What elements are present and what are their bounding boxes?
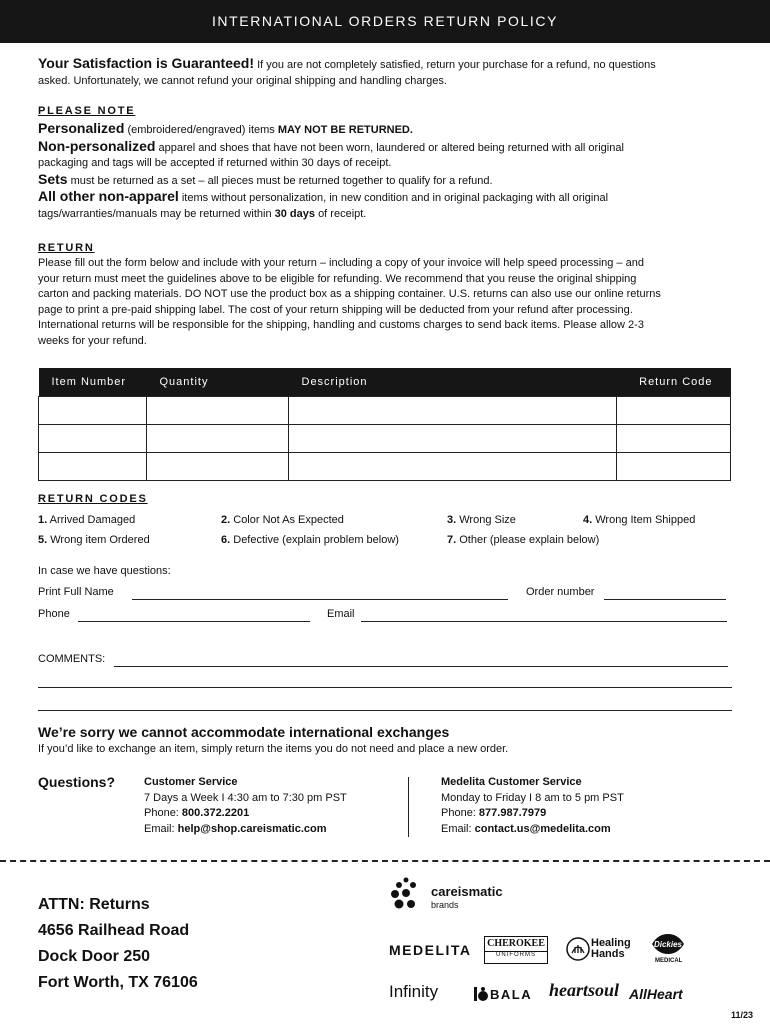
cell-input[interactable] [289, 453, 617, 481]
careismatic-dots-icon [389, 876, 429, 912]
comments-label: COMMENTS: [38, 653, 106, 665]
cell-input[interactable] [617, 453, 731, 481]
code-6: 6. Defective (explain problem below) [221, 534, 399, 546]
personalized-label: Personalized [38, 120, 125, 136]
return-line: International returns will be responsible for the shipping, handling and customs charges to send back items. Please allow 2-3 [38, 319, 644, 331]
cell-input[interactable] [39, 425, 147, 453]
divider [408, 777, 409, 837]
code-1: 1. Arrived Damaged [38, 514, 136, 526]
cs2-phone[interactable]: 877.987.7979 [478, 807, 547, 819]
dickies-sub: MEDICAL [655, 958, 683, 964]
cell-input[interactable] [617, 397, 731, 425]
return-heading: RETURN [38, 242, 95, 254]
cs1-hours: 7 Days a Week I 4:30 am to 7:30 pm PST [144, 791, 347, 804]
col-description: Description [289, 368, 617, 397]
healing-hands-logo: Healing Hands [591, 937, 631, 960]
email-field[interactable] [361, 609, 727, 622]
intro-section [38, 56, 738, 89]
cell-input[interactable] [617, 425, 731, 453]
return-line: carton and packing materials. DO NOT use the product box as a shipping container. U.S. returns can also use our online returns [38, 288, 661, 300]
order-number-field[interactable] [604, 587, 726, 600]
heartsoul-logo: heartsoul [549, 980, 620, 1000]
sets-text: must be returned as a set – all pieces must be returned together to qualify for a refund. [70, 174, 493, 187]
bala-icon [473, 986, 489, 1002]
careismatic-logo: careismatic [431, 884, 503, 899]
name-label: Print Full Name [38, 586, 114, 598]
code-2: 2. Color Not As Expected [221, 514, 344, 526]
customer-service-block: Customer Service 7 Days a Week I 4:30 am to 7:30 pm PST Phone: 800.372.2201 Email: help@shop.careismatic.com [144, 776, 347, 835]
revision-code: 11/23 [731, 1010, 754, 1020]
personalized-bold: MAY NOT BE RETURNED. [277, 124, 413, 136]
return-paragraph [38, 256, 738, 349]
healing-hands-icon [566, 937, 590, 961]
comments-field[interactable] [114, 654, 728, 667]
page-title: INTERNATIONAL ORDERS RETURN POLICY [211, 13, 559, 29]
comments-line[interactable] [38, 675, 732, 688]
other-text-2b: of receipt. [318, 207, 367, 220]
nonpersonalized-label: Non-personalized [38, 137, 156, 154]
exchange-text: If you’d like to exchange an item, simply return the items you do not need and place a new order. [38, 743, 509, 755]
code-7: 7. Other (please explain below) [447, 534, 600, 546]
personalized-text: (embroidered/engraved) items [127, 124, 275, 136]
cut-line [0, 860, 770, 862]
code-4: 4. Wrong Item Shipped [583, 514, 696, 526]
address-line: 4656 Railhead Road [38, 922, 190, 939]
questions-label: Questions? [38, 774, 116, 790]
cs1-title: Customer Service [144, 776, 238, 788]
cell-input[interactable] [147, 397, 289, 425]
cell-input[interactable] [289, 397, 617, 425]
col-item-number: Item Number [39, 368, 147, 397]
cell-input[interactable] [289, 425, 617, 453]
other-bold: 30 days [274, 207, 315, 220]
name-field[interactable] [132, 587, 508, 600]
please-note-heading: PLEASE NOTE [38, 105, 136, 117]
note-section [38, 121, 733, 222]
col-return-code: Return Code [617, 368, 731, 397]
order-number-label: Order number [526, 586, 595, 598]
comments-line[interactable] [38, 698, 732, 711]
nonpersonalized-text-1: apparel and shoes that have not been worn, laundered or altered being returned with all original [158, 141, 624, 154]
cs2-email[interactable]: contact.us@medelita.com [474, 822, 611, 835]
return-line: weeks for your refund. [38, 334, 147, 347]
nonpersonalized-text-2: packaging and tags will be accepted if returned within 30 days of receipt. [38, 157, 392, 169]
table-row [39, 425, 731, 453]
phone-label: Phone [38, 608, 70, 620]
table-row [39, 453, 731, 481]
medelita-logo: MEDELITA [389, 942, 472, 958]
code-5: 5. Wrong item Ordered [38, 534, 150, 546]
cell-input[interactable] [147, 453, 289, 481]
table-row [39, 397, 731, 425]
other-label: All other non-apparel [38, 188, 179, 204]
col-quantity: Quantity [147, 368, 289, 397]
svg-text:Dickies: Dickies [653, 940, 683, 949]
cell-input[interactable] [39, 397, 147, 425]
bala-logo: BALA [490, 987, 533, 1002]
cs1-email[interactable]: help@shop.careismatic.com [177, 822, 327, 835]
address-line: Fort Worth, TX 76106 [38, 974, 198, 991]
infinity-logo: Infinity [389, 982, 439, 1001]
address-line: ATTN: Returns [38, 896, 150, 913]
cherokee-logo: CHEROKEE UNIFORMS [484, 936, 548, 964]
table-header-row [39, 368, 731, 397]
address-line: Dock Door 250 [38, 948, 151, 965]
return-line: your return must meet the guidelines above to be eligible for refunding. We recommend that you reuse the original shipping [38, 272, 637, 285]
email-label: Email [327, 608, 355, 620]
phone-field[interactable] [78, 609, 310, 622]
other-text-1: items without personalization, in new condition and in original packaging with all original [181, 192, 609, 204]
cell-input[interactable] [39, 453, 147, 481]
page-header [0, 0, 770, 43]
cell-input[interactable] [147, 425, 289, 453]
return-items-table [38, 368, 731, 481]
form-intro: In case we have questions: [38, 565, 171, 577]
code-3: 3. Wrong Size [447, 514, 516, 526]
cs2-hours: Monday to Friday I 8 am to 5 pm PST [441, 791, 624, 804]
intro-text-1: If you are not completely satisfied, return your purchase for a refund, no questions [257, 59, 656, 71]
return-line: Please fill out the form below and include with your return – including a copy of your invoice will help speed processing – and [38, 257, 644, 269]
intro-text-2: asked. Unfortunately, we cannot refund your original shipping and handling charges. [38, 74, 447, 87]
exchange-heading: We’re sorry we cannot accommodate international exchanges [38, 724, 450, 740]
dickies-logo-icon [648, 932, 688, 958]
return-address [38, 892, 198, 996]
return-codes-heading: RETURN CODES [38, 493, 148, 505]
other-text-2a: tags/warranties/manuals may be returned within [38, 207, 272, 220]
intro-headline: Your Satisfaction is Guaranteed! [38, 55, 255, 71]
return-line: page to print a pre-paid shipping label. The cost of your return shipping will be deducted from your refund after processing. [38, 303, 633, 316]
cs1-phone[interactable]: 800.372.2201 [181, 807, 250, 819]
cs2-title: Medelita Customer Service [441, 776, 582, 788]
medelita-service-block: Medelita Customer Service Monday to Friday I 8 am to 5 pm PST Phone: 877.987.7979 Email: contact.us@medelita.com [441, 776, 624, 835]
sets-label: Sets [38, 170, 68, 187]
allheart-logo: AllHeart [629, 986, 683, 1002]
careismatic-sub: brands [431, 900, 459, 910]
